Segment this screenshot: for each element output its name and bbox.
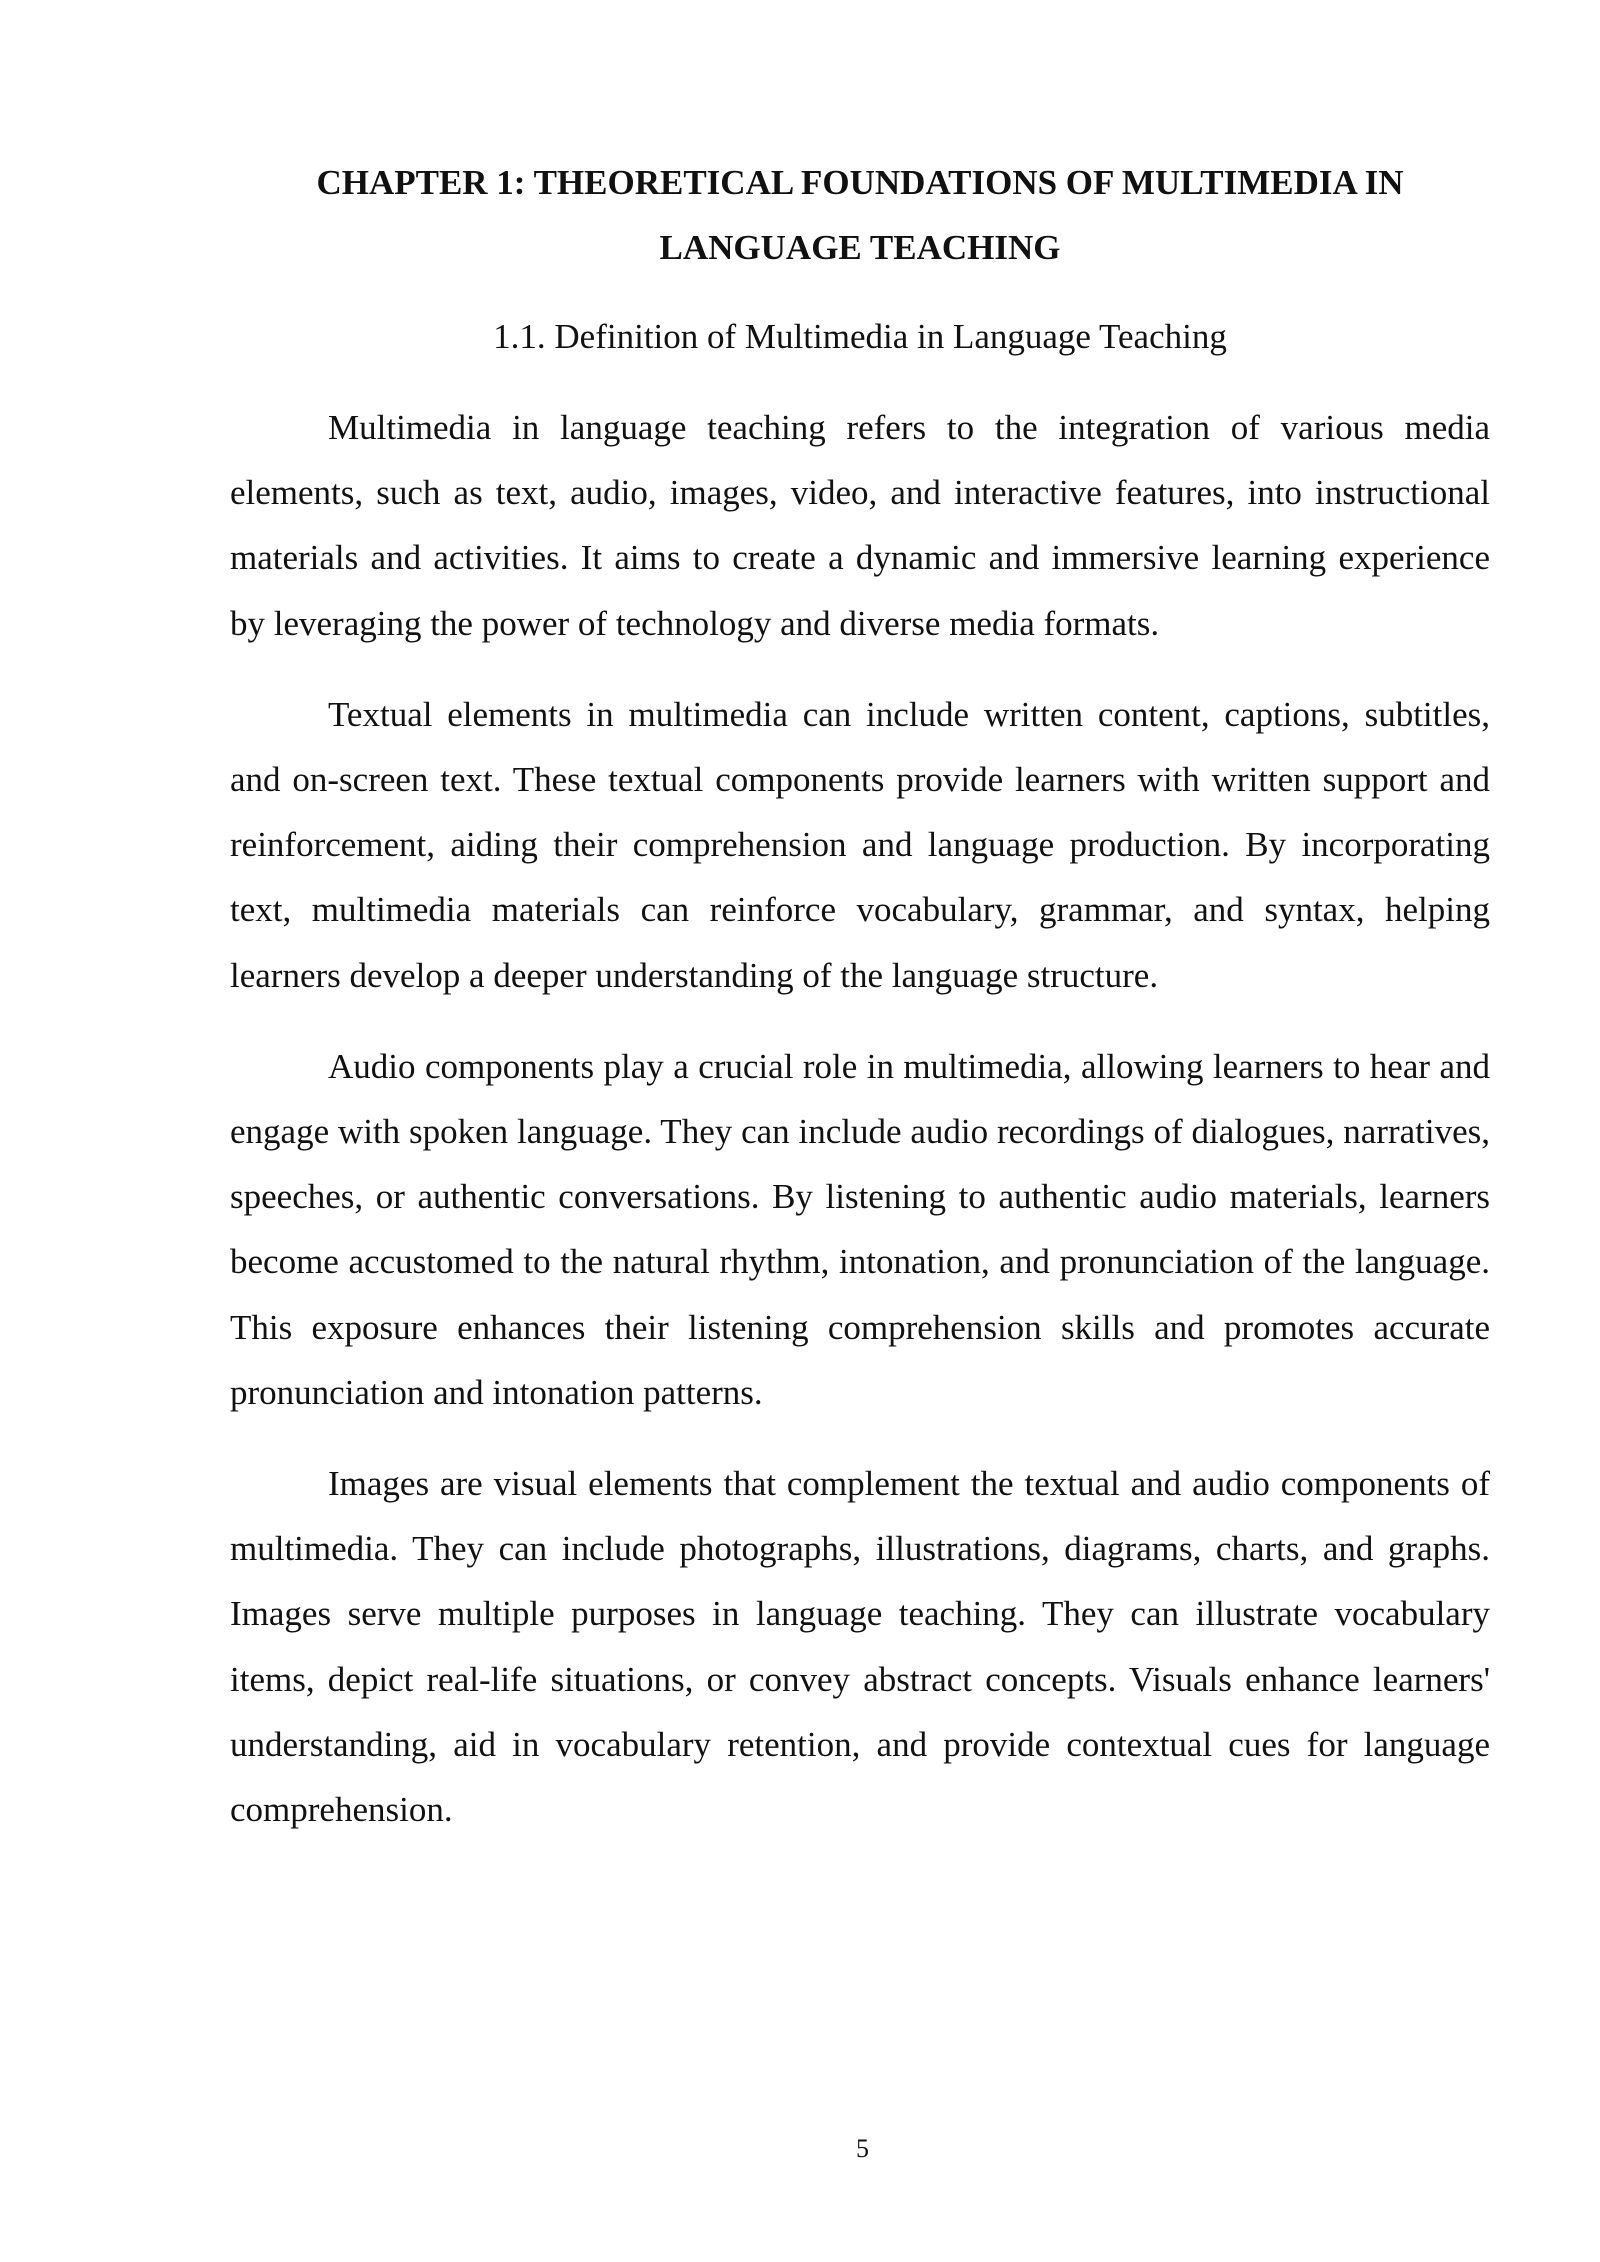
section-heading: 1.1. Definition of Multimedia in Language Teaching [493, 317, 1227, 356]
paragraph-textual-elements: Textual elements in multimedia can include written content, captions, subtitles, and on-screen text. These textual components provide learners with written support and reinforcement, aiding their comprehension and language production. By incorporating text, multimedia materials can reinforce vocabulary, grammar, and syntax, helping learners develop a deeper understanding of the language structure. [230, 694, 1490, 995]
paragraph-audio-components: Audio components play a crucial role in multimedia, allowing learners to hear and engage with spoken language. They can include audio recordings of dialogues, narratives, speeches, or authentic conversations. By listening to authentic audio materials, learners become accustomed to the natural rhythm, intonation, and pronunciation of the language. This exposure enhances their listening comprehension skills and promotes accurate pronunciation and intonation patterns. [230, 1046, 1490, 1412]
page-number: 5 [856, 2134, 869, 2163]
paragraph-images: Images are visual elements that complement the textual and audio components of multimedia. They can include photographs, illustrations, diagrams, charts, and graphs. Images serve multiple purposes in language teaching. They can illustrate vocabulary items, depict real-life situations, or convey abstract concepts. Visuals enhance learners' understanding, aid in vocabulary retention, and provide contextual cues for language comprehension. [230, 1464, 1490, 1830]
paragraph-definition: Multimedia in language teaching refers to the integration of various media elements, such as text, audio, images, video, and interactive features, into instructional materials and activities. It aims to create a dynamic and immersive learning experience by leveraging the power of technology and diverse media formats. [230, 408, 1490, 643]
chapter-title: CHAPTER 1: THEORETICAL FOUNDATIONS OF MULTIMEDIA IN LANGUAGE TEACHING [316, 163, 1404, 267]
page-content [230, 150, 1490, 1842]
